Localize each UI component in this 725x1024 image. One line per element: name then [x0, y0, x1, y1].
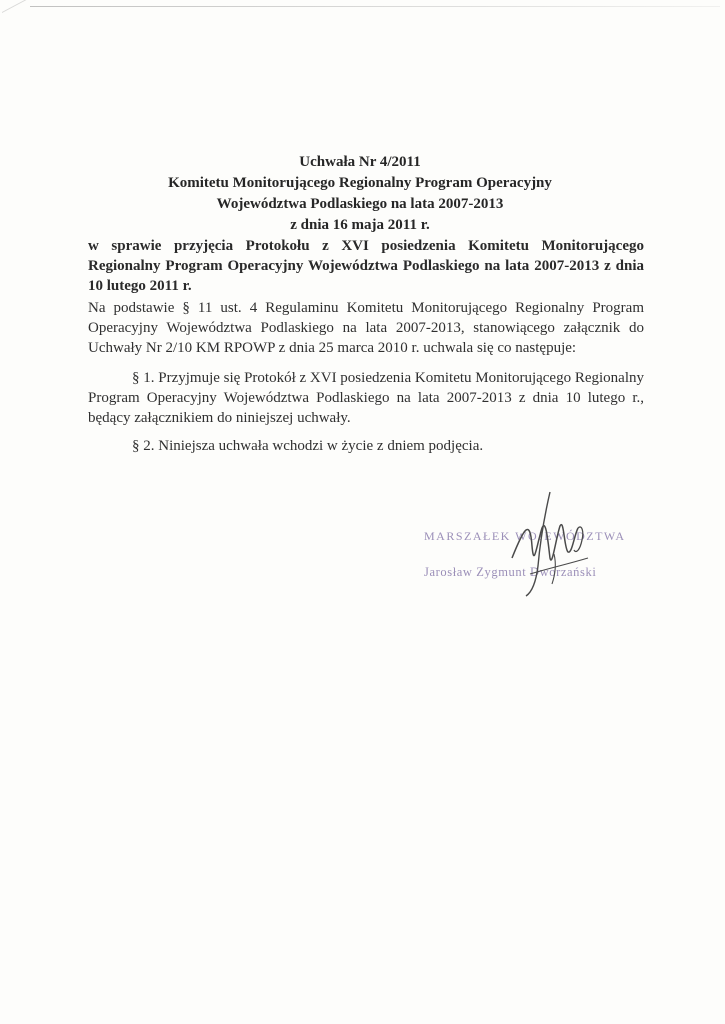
header-committee: Komitetu Monitorującego Regionalny Program Operacyjny — [168, 175, 552, 191]
header-resolution-number: Uchwała Nr 4/2011 — [299, 154, 421, 170]
header-region-period: Województwa Podlaskiego na lata 2007-2013 — [216, 196, 504, 212]
resolution-subject: w sprawie przyjęcia Protokołu z XVI posiedzenia Komitetu Monitorującego Regionalny Program Operacyjny Województwa Podlaskiego na lata 2007-2013 z dnia 10 lutego 2011 r. — [88, 238, 644, 294]
legal-basis: Na podstawie § 11 ust. 4 Regulaminu Komitetu Monitorującego Regionalny Program Operacyjny Województwa Podlaskiego na lata 2007-2013, stanowiącego załącznik do Uchwały Nr 2/10 KM RPOWP z dnia 25 marca 2010 r. uchwala się co następuje: — [88, 300, 644, 356]
handwritten-signature — [490, 488, 610, 600]
paragraph-1: § 1. Przyjmuje się Protokół z XVI posiedzenia Komitetu Monitorującego Regionalny Program Operacyjny Województwa Podlaskiego na lata 2007-2013 z dnia 10 lutego r., będący załącznikiem do niniejszej uchwały. — [88, 370, 644, 426]
stamp-title: MARSZAŁEK WOJEWÓDZTWA — [424, 529, 626, 543]
paragraph-2: § 2. Niniejsza uchwała wchodzi w życie z dniem podjęcia. — [132, 438, 484, 454]
stamp-name: Jarosław Zygmunt Dworzański — [424, 565, 597, 579]
scan-corner-mark — [2, 0, 32, 55]
header-date: z dnia 16 maja 2011 r. — [290, 217, 430, 233]
scan-edge-line — [30, 6, 720, 7]
resolution-header — [60, 152, 660, 236]
